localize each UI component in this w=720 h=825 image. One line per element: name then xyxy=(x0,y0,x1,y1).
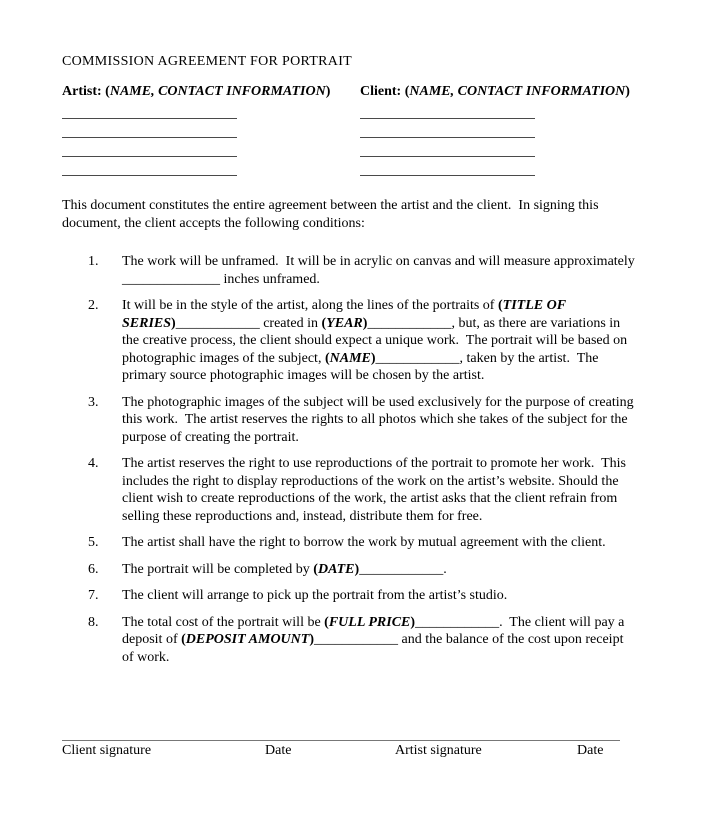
condition-item-1 xyxy=(62,253,638,288)
condition-item-6 xyxy=(62,561,638,579)
condition-number: 6. xyxy=(88,561,99,577)
client-fill-line-1 xyxy=(360,100,535,119)
client-fill-line-3 xyxy=(360,138,535,157)
client-heading: Client: (NAME, CONTACT INFORMATION) xyxy=(360,84,630,99)
document-title: COMMISSION AGREEMENT FOR PORTRAIT xyxy=(62,54,353,69)
condition-item-3 xyxy=(62,394,638,447)
condition-item-5 xyxy=(62,534,638,552)
condition-text: It will be in the style of the artist, along the lines of the portraits of (TITLE OF SERIES)____________ created in (YEAR)____________, but, as there are variations in the creative process, the client should expect a unique work. The portrait will be based on photographic images of the subject, (NAME)____________, taken by the artist. The primary source photographic images will be chosen by the artist. xyxy=(122,298,631,383)
condition-text: The total cost of the portrait will be (FULL PRICE)____________. The client will pay a deposit of (DEPOSIT AMOUNT)____________ and the balance of the cost upon receipt of work. xyxy=(122,614,628,665)
intro-paragraph: This document constitutes the entire agreement between the artist and the client. In signing this document, the client accepts the following conditions: xyxy=(62,198,603,231)
condition-number: 5. xyxy=(88,535,99,550)
client-date-label: Date xyxy=(265,743,292,758)
condition-item-7 xyxy=(62,587,638,605)
condition-text: The portrait will be completed by (DATE)____________. xyxy=(122,561,447,577)
client-fill-line-2 xyxy=(360,119,535,138)
condition-number: 3. xyxy=(88,394,99,410)
artist-fill-line-2 xyxy=(62,119,237,138)
client-party xyxy=(360,83,638,176)
signature-line xyxy=(62,740,620,741)
condition-number: 2. xyxy=(88,298,99,313)
artist-heading: Artist: (NAME, CONTACT INFORMATION) xyxy=(62,84,331,99)
conditions-list xyxy=(62,253,638,666)
condition-text: The artist shall have the right to borrow the work by mutual agreement with the client. xyxy=(122,535,606,550)
parties-section xyxy=(62,83,638,176)
condition-number: 8. xyxy=(88,614,99,630)
condition-text: The photographic images of the subject will be used exclusively for the purpose of creating this work. The artist reserves the rights to all photos which she takes of the subject for the purpose of creating the portrait. xyxy=(122,394,638,445)
condition-item-4 xyxy=(62,455,638,525)
condition-item-8 xyxy=(62,614,638,667)
signature-section xyxy=(62,740,620,763)
client-fill-line-4 xyxy=(360,157,535,176)
artist-fill-line-1 xyxy=(62,100,237,119)
condition-item-2 xyxy=(62,297,638,385)
condition-text: The client will arrange to pick up the portrait from the artist’s studio. xyxy=(122,588,508,603)
artist-party xyxy=(62,83,360,176)
client-signature-label: Client signature xyxy=(62,743,152,758)
artist-date-label: Date xyxy=(577,743,604,758)
signature-labels xyxy=(62,743,620,763)
condition-text: The work will be unframed. It will be in acrylic on canvas and will measure approximately ______________ inches unframed. xyxy=(122,254,639,287)
condition-number: 4. xyxy=(88,456,99,471)
condition-number: 1. xyxy=(88,254,99,269)
artist-fill-line-4 xyxy=(62,157,237,176)
artist-fill-line-3 xyxy=(62,138,237,157)
artist-signature-label: Artist signature xyxy=(395,743,482,758)
condition-number: 7. xyxy=(88,588,99,603)
condition-text: The artist reserves the right to use reproductions of the portrait to promote her work. This includes the right to display reproductions of the work on the artist’s website. Should the client wish to create reproductions of the work, the artist asks that the client refrain from selling these reproductions and, instead, distribute them for free. xyxy=(122,456,630,524)
